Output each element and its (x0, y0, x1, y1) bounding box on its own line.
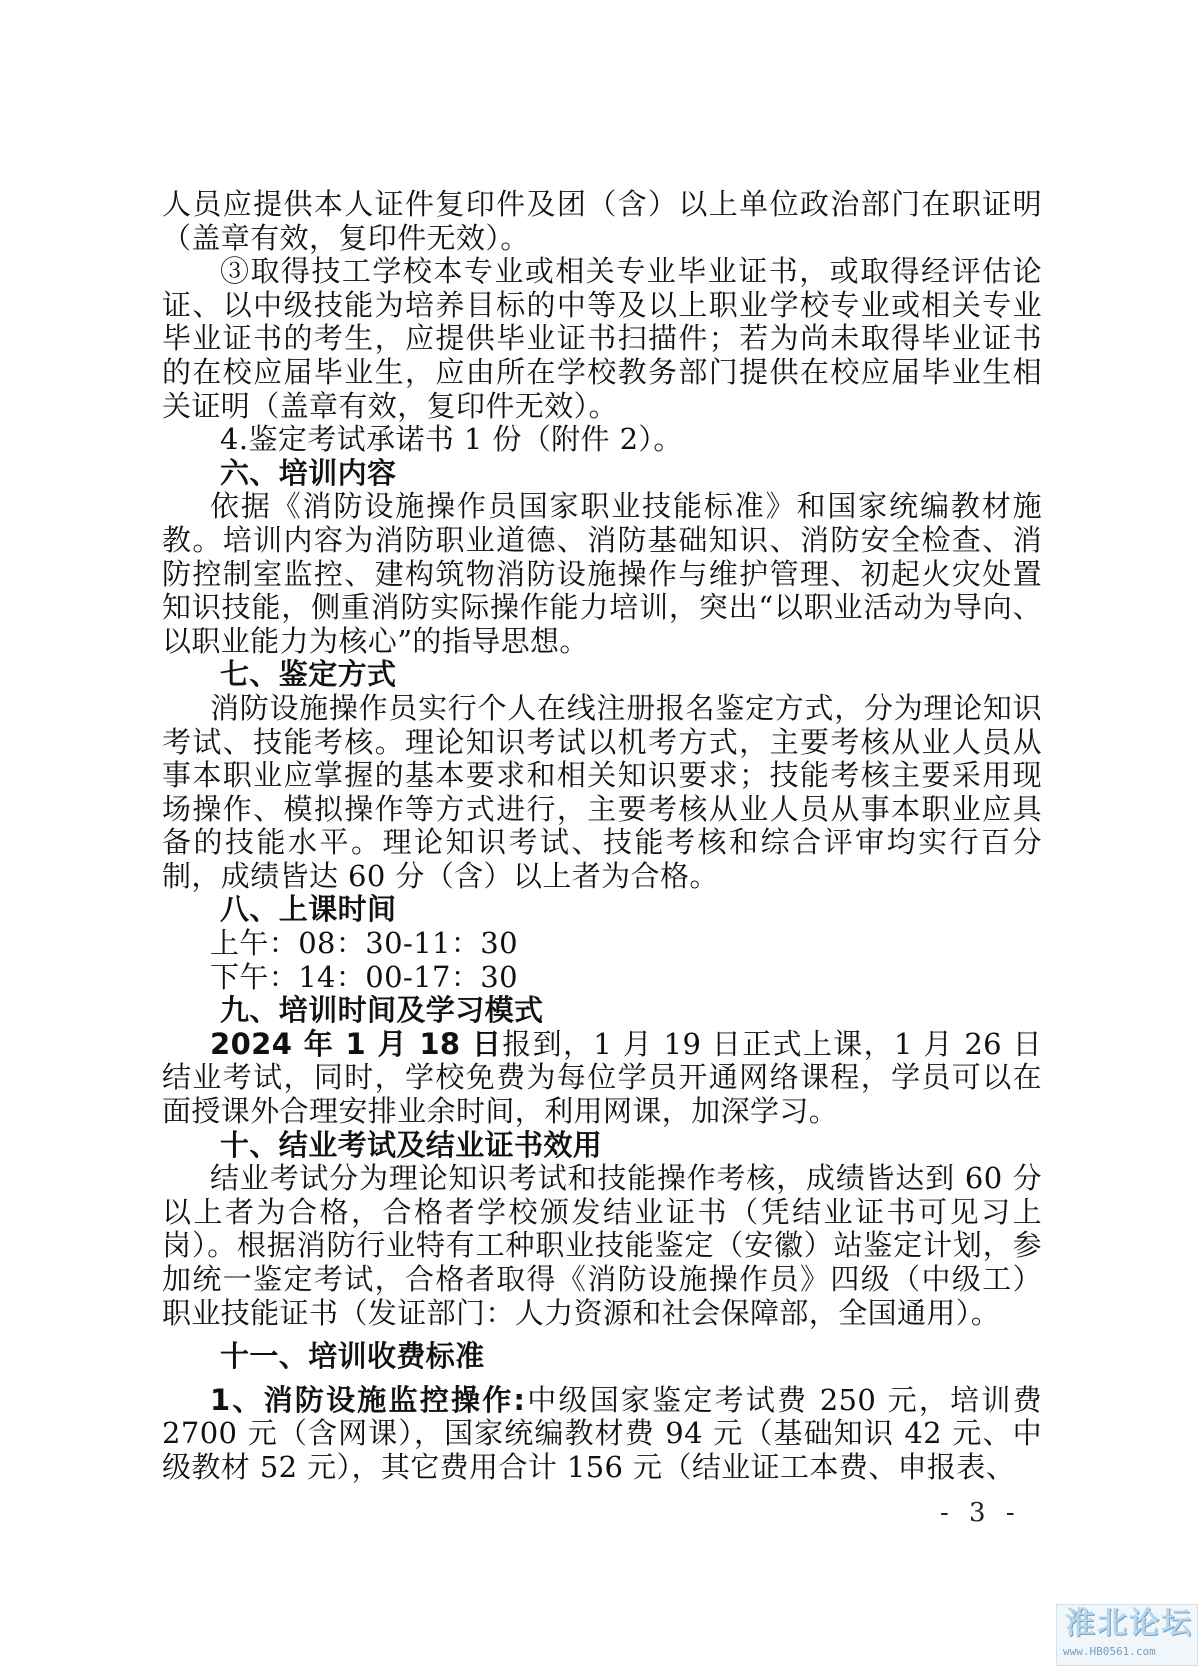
watermark-title: 淮北论坛 (1065, 1606, 1193, 1641)
paragraph: 4.鉴定考试承诺书 1 份（附件 2）。 (220, 422, 683, 457)
paragraph: 消防设施操作员实行个人在线注册报名鉴定方式，分为理论知识考试、技能考核。理论知识考试以机考方式，主要考核从业人员从事本职业应掌握的基本要求和相关知识要求；技能考核主要采用现场操作、模拟操作等方式进行，主要考核从业人员从事本职业应具备的技能水平。理论知识考试、技能考核和综合评审均实行百分制，成绩皆达 60 分（含）以上者为合格。 (162, 690, 1042, 893)
fee-item-title: 1、消防设施监控操作: (210, 1382, 526, 1417)
paragraph: 依据《消防设施操作员国家职业技能标准》和国家统编教材施教。培训内容为消防职业道德、消防基础知识、消防安全检查、消防控制室监控、建构筑物消防设施操作与维护管理、初起火灾处置知识技能，侧重消防实际操作能力培训，突出“以职业活动为导向、以职业能力为核心”的指导思想。 (162, 489, 1042, 658)
section-heading: 七、鉴定方式 (220, 657, 397, 692)
schedule-morning: 上午：08：30-11：30 (210, 926, 519, 961)
document-body (162, 188, 1042, 1485)
paragraph: ③取得技工学校本专业或相关专业毕业证书，或取得经评估论证、以中级技能为培养目标的中等及以上职业学校专业或相关专业毕业证书的考生，应提供毕业证书扫描件；若为尚未取得毕业证书的在校应届毕业生，应由所在学校教务部门提供在校应届毕业生相关证明（盖章有效，复印件无效）。 (162, 254, 1042, 423)
section-heading: 十一、培训收费标准 (220, 1339, 485, 1374)
watermark-url: www.HB0561.com (1063, 1645, 1156, 1658)
paragraph: 人员应提供本人证件复印件及团（含）以上单位政治部门在职证明（盖章有效，复印件无效）。 (162, 187, 1042, 255)
section-heading: 十、结业考试及结业证书效用 (220, 1127, 603, 1162)
paragraph-text: 中级国家鉴定考试费 250 元，培训费 2700 元（含网课），国家统编教材费 94 元（基础知识 42 元、中级教材 52 元），其它费用合计 156 元（结业证工本费、申报表、 (162, 1382, 1042, 1484)
schedule-afternoon: 下午：14：00-17：30 (210, 959, 519, 994)
section-heading: 八、上课时间 (220, 892, 397, 927)
section-heading: 六、培训内容 (220, 455, 397, 490)
paragraph-text: 报到，1 月 19 日正式上课，1 月 26 日结业考试，同时，学校免费为每位学员开通网络课程，学员可以在面授课外合理安排业余时间，利用网课，加深学习。 (162, 1026, 1042, 1129)
paragraph: 结业考试分为理论知识考试和技能操作考核，成绩皆达到 60 分以上者为合格，合格者学校颁发结业证书（凭结业证书可见习上岗）。根据消防行业特有工种职业技能鉴定（安徽）站鉴定计划，参加统一鉴定考试，合格者取得《消防设施操作员》四级（中级工）职业技能证书（发证部门：人力资源和社会保障部，全国通用）。 (162, 1161, 1042, 1330)
watermark-logo (1056, 1604, 1198, 1666)
date-highlight: 2024 年 1 月 18 日 (210, 1026, 503, 1061)
page-number: - 3 - (940, 1498, 1021, 1528)
section-heading: 九、培训时间及学习模式 (220, 993, 544, 1028)
paragraph (162, 1028, 1042, 1129)
paragraph (162, 1384, 1042, 1485)
